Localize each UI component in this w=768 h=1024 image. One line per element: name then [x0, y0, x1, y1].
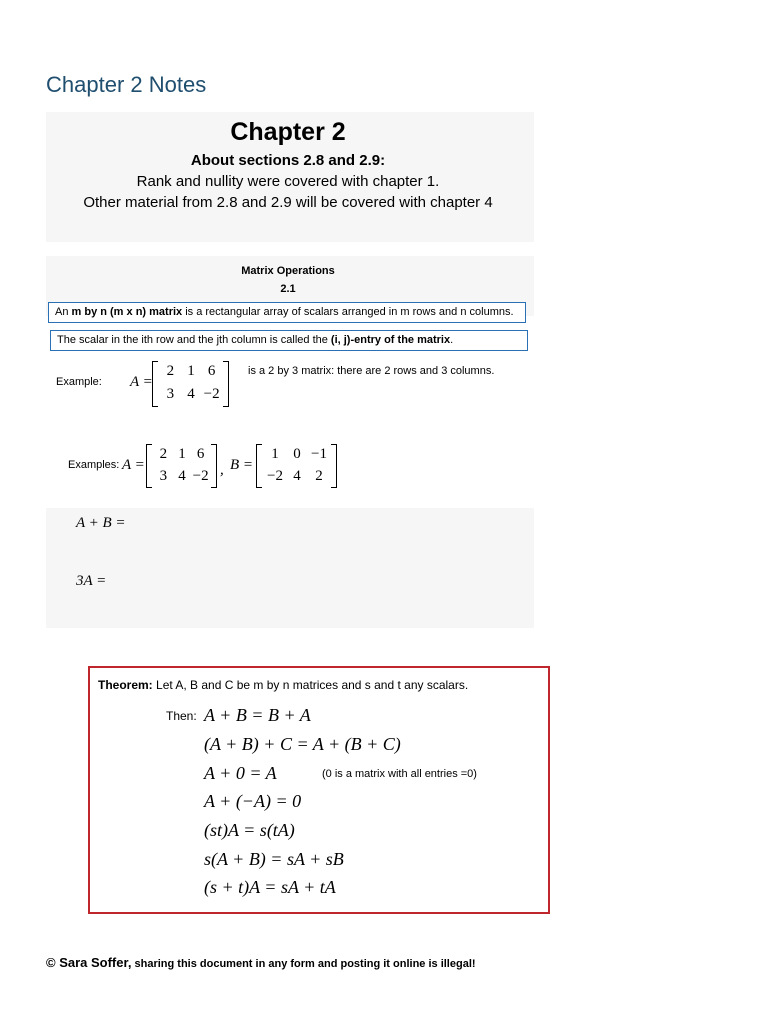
matrix-b-entry: 2 [315, 468, 323, 484]
matrix-a-example-entry: 3 [166, 386, 175, 402]
matrix-a-left-bracket [146, 444, 152, 488]
then-label: Then: [166, 709, 197, 723]
copyright-footer [46, 955, 476, 970]
law-scalar-associative: (st)A = s(tA) [204, 820, 295, 840]
matrix-a-entry: 3 [159, 468, 168, 484]
matrix-a-example-right-bracket [223, 361, 229, 407]
scalar-expression: 3A = [76, 573, 107, 589]
matrix-b-entry: 0 [293, 446, 301, 462]
matrix-a-entry: 6 [196, 446, 205, 462]
examples-label: Examples: [68, 459, 120, 471]
page-title: Chapter 2 Notes [46, 72, 207, 97]
matrix-a-example-left-bracket [152, 361, 158, 407]
matrix-b-entry: −1 [311, 446, 327, 462]
example-lhs: A = [130, 374, 153, 390]
matrix-b-left-bracket [256, 444, 262, 488]
examples-a-lhs: A = [122, 457, 145, 473]
law-additive-identity: A + 0 = A [204, 763, 277, 783]
matrix-b-right-bracket [331, 444, 337, 488]
matrix-a-example-entry: 4 [187, 386, 195, 402]
sum-expression: A + B = [76, 515, 126, 531]
definition-box-entry [50, 330, 528, 351]
def1-text-a: An [55, 306, 72, 318]
theorem-statement: Let A, B and C be m by n matrices and s and t any scalars. [152, 678, 469, 692]
section-number: 2.1 [280, 283, 296, 295]
zero-matrix-note: (0 is a matrix with all entries =0) [322, 768, 477, 780]
def1-text-b: is a rectangular array of scalars arranged in m rows and n columns. [182, 306, 514, 318]
def1-bold: m by n (m x n) matrix [71, 306, 183, 318]
chapter-title: Chapter 2 [230, 118, 346, 146]
matrix-a-example-entry: 2 [166, 363, 175, 379]
def2-text-b: . [450, 334, 454, 346]
matrix-b-entry: −2 [267, 468, 283, 484]
matrix-b [256, 444, 338, 488]
law-associative: (A + B) + C = A + (B + C) [204, 734, 401, 754]
matrix-a-entry: 1 [178, 446, 186, 462]
matrix-a-entry: −2 [192, 468, 209, 484]
theorem-box [88, 666, 550, 914]
law-distributive-matrix: s(A + B) = sA + sB [204, 849, 344, 869]
matrix-a [146, 444, 218, 488]
copyright-notice: sharing this document in any form and posting it online is illegal! [131, 958, 476, 970]
theorem-heading [98, 678, 468, 692]
def2-bold: (i, j)-entry of the matrix [330, 334, 451, 346]
matrix-a-example-entry: 6 [207, 363, 216, 379]
matrix-operations-title: Matrix Operations [241, 265, 335, 277]
example-label: Example: [56, 376, 102, 388]
matrix-a-example [152, 361, 230, 407]
theorem-label: Theorem: [98, 678, 153, 692]
examples-b-lhs: B = [230, 457, 254, 473]
def2-text-a: The scalar in the ith row and the jth column is called the [57, 334, 331, 346]
law-additive-inverse: A + (−A) = 0 [204, 791, 302, 811]
example-note: is a 2 by 3 matrix: there are 2 rows and 3 columns. [248, 365, 495, 377]
law-distributive-scalar: (s + t)A = sA + tA [204, 877, 336, 897]
definition-box-matrix [48, 302, 526, 323]
matrix-a-right-bracket [211, 444, 217, 488]
note-line-1: Rank and nullity were covered with chapter 1. [136, 173, 440, 190]
copyright-owner: © Sara Soffer, [46, 955, 132, 970]
law-commutative: A + B = B + A [204, 705, 311, 725]
matrix-a-entry: 2 [159, 446, 168, 462]
sections-heading: About sections 2.8 and 2.9: [190, 152, 386, 169]
matrix-a-entry: 4 [178, 468, 186, 484]
matrix-a-example-entry: 1 [187, 363, 195, 379]
examples-comma: , [220, 462, 224, 478]
note-line-2: Other material from 2.8 and 2.9 will be covered with chapter 4 [83, 194, 493, 211]
matrix-b-entry: 4 [293, 468, 301, 484]
matrix-a-example-entry: −2 [203, 386, 220, 402]
matrix-b-entry: 1 [271, 446, 279, 462]
